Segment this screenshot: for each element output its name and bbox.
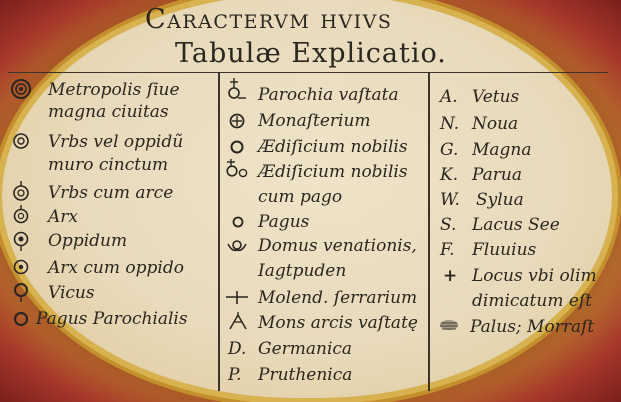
legend-pruthenica: Pruthenica xyxy=(258,365,353,385)
legend-fluuius: Fluuius xyxy=(472,240,537,260)
legend-germanica: Germanica xyxy=(258,339,353,359)
legend-mons: Mons arcis vaſtatę xyxy=(258,313,418,333)
urbs-arce-icon xyxy=(12,180,30,202)
legend-domus-2: Iagtpuden xyxy=(258,261,347,281)
urbs-icon xyxy=(12,132,30,150)
pagus-icon xyxy=(230,214,246,230)
legend-locus-2: dimicatum eſt xyxy=(472,291,593,311)
legend-urbs-2: muro cinctum xyxy=(48,155,169,175)
mons-icon xyxy=(228,311,248,331)
pagus-parochialis-icon xyxy=(12,310,30,328)
header-divider xyxy=(8,72,608,73)
legend-vetus: Vetus xyxy=(472,87,520,107)
domus-icon xyxy=(226,236,248,254)
legend-locus: Locus vbi olim xyxy=(472,266,597,286)
legend-magna: Magna xyxy=(472,140,532,160)
legend-metropolis-2: magna ciuitas xyxy=(48,102,169,122)
legend-w-abbrev: W. xyxy=(440,190,460,210)
legend-monasterium: Monaſterium xyxy=(258,111,371,131)
legend-molend: Molend. ſerrarium xyxy=(258,288,418,308)
legend-aedificium-pago: Ædiſicium nobilis xyxy=(258,162,408,182)
vicus-icon xyxy=(12,282,30,304)
oppidum-icon xyxy=(12,230,30,252)
legend-oppidum: Oppidum xyxy=(48,231,128,251)
aedificium-icon xyxy=(228,138,246,156)
legend-arx-oppido: Arx cum oppido xyxy=(48,258,184,278)
legend-aedificium: Ædiſicium nobilis xyxy=(258,137,408,157)
legend-urbs-arce: Vrbs cum arce xyxy=(48,183,174,203)
legend-title: Caractervm hvivs xyxy=(145,4,393,35)
molend-icon xyxy=(224,288,250,306)
column-divider-1 xyxy=(218,73,220,391)
legend-n-abbrev: N. xyxy=(440,114,460,134)
aedificium-pago-icon xyxy=(224,158,250,180)
legend-noua: Noua xyxy=(472,114,519,134)
legend-metropolis: Metropolis ſiue xyxy=(48,80,180,100)
metropolis-icon xyxy=(10,78,32,100)
column-divider-2 xyxy=(428,73,430,391)
legend-g-abbrev: G. xyxy=(440,140,459,160)
legend-d-abbrev: D. xyxy=(228,339,247,359)
legend-sylua: Sylua xyxy=(476,190,524,210)
legend-urbs: Vrbs vel oppidũ xyxy=(48,132,184,152)
legend-aedificium-pago-2: cum pago xyxy=(258,187,343,207)
legend-domus: Domus venationis, xyxy=(258,236,417,256)
legend-subtitle: Tabulæ Explicatio. xyxy=(175,38,447,69)
arx-oppido-icon xyxy=(12,258,30,276)
legend-vicus: Vicus xyxy=(48,283,95,303)
palus-icon xyxy=(438,318,460,332)
legend-pagus-parochialis: Pagus Parochialis xyxy=(36,309,188,329)
legend-parua: Parua xyxy=(472,165,523,185)
legend-parochia-vastata: Parochia vaſtata xyxy=(258,85,399,105)
battle-cross-icon: + xyxy=(443,266,458,286)
legend-palus: Palus; Morraſt xyxy=(470,317,595,337)
legend-lacus: Lacus See xyxy=(472,215,560,235)
legend-p-abbrev: P. xyxy=(228,365,242,385)
legend-pagus: Pagus xyxy=(258,212,310,232)
legend-a-abbrev: A. xyxy=(440,87,458,107)
monasterium-icon xyxy=(228,112,246,130)
legend-k-abbrev: K. xyxy=(440,165,459,185)
arx-icon xyxy=(12,205,30,227)
legend-arx: Arx xyxy=(48,207,78,227)
parochia-vastata-icon xyxy=(226,76,248,102)
legend-f-abbrev: F. xyxy=(440,240,455,260)
legend-s-abbrev: S. xyxy=(440,215,457,235)
